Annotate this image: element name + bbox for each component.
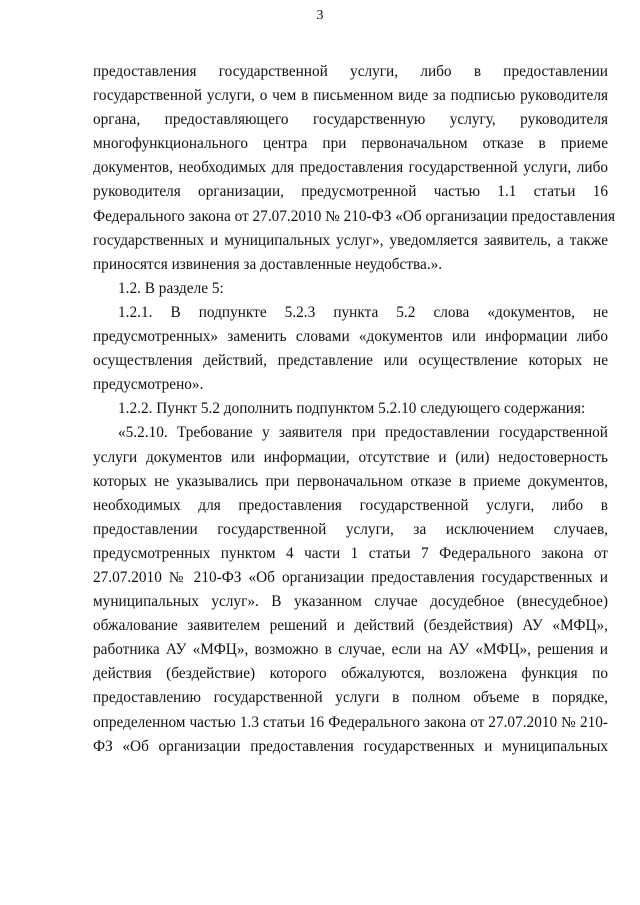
text-line: многофункционального центра при первоначальном отказе в приеме — [93, 135, 608, 153]
text-line: предусмотренных пунктом 4 части 1 статьи 7 Федерального закона от — [93, 544, 608, 562]
text-line: 1.2.1. В подпункте 5.2.3 пункта 5.2 слова «документов, не — [118, 303, 608, 321]
text-line: действия (бездействие) которого обжалуются, возложена функция по — [93, 665, 608, 683]
text-line: которых не указывались при первоначальном отказе в приеме документов, — [93, 472, 608, 490]
text-line: осуществления действий, представление или осуществление которых не — [93, 352, 608, 370]
page-number: 3 — [316, 8, 324, 23]
paragraph — [93, 60, 615, 277]
text-line: документов, необходимых для предоставления государственной услуги, либо — [93, 159, 608, 177]
document-body — [93, 60, 615, 759]
paragraph — [93, 301, 608, 397]
paragraph — [93, 397, 608, 421]
text-line: предоставления государственной услуги, либо в предоставлении — [93, 63, 608, 80]
text-line: предусмотренных» заменить словами «документов или информации либо — [93, 328, 608, 346]
text-line: определенном частью 1.3 статьи 16 Федерального закона от 27.07.2010 № 210- — [93, 713, 608, 731]
text-line: предусмотрено». — [93, 376, 204, 394]
text-line: 1.2.2. Пункт 5.2 дополнить подпунктом 5.2.10 следующего содержания: — [118, 400, 586, 418]
text-line: муниципальных услуг». В указанном случае досудебное (внесудебное) — [93, 593, 608, 611]
paragraph — [93, 421, 608, 758]
text-line: 27.07.2010 № 210-ФЗ «Об организации предоставления государственных и — [93, 568, 608, 586]
text-line: ФЗ «Об организации предоставления государственных и муниципальных — [93, 737, 608, 755]
text-line: необходимых для предоставления государственной услуги, либо в — [93, 496, 608, 514]
text-line: государственной услуги, о чем в письменном виде за подписью руководителя — [93, 87, 608, 105]
text-line: «5.2.10. Требование у заявителя при предоставлении государственной — [118, 424, 608, 442]
text-line: предоставлении государственной услуги, за исключением случаев, — [93, 520, 608, 538]
text-line: руководителя организации, предусмотренной частью 1.1 статьи 16 — [93, 183, 608, 201]
paragraph — [93, 277, 608, 301]
text-line: государственных и муниципальных услуг», уведомляется заявитель, а также — [93, 231, 608, 249]
text-line: работника АУ «МФЦ», возможно в случае, если на АУ «МФЦ», решения и — [93, 641, 608, 659]
text-line: 1.2. В разделе 5: — [118, 279, 224, 297]
text-line: органа, предоставляющего государственную услугу, руководителя — [93, 111, 608, 129]
text-line: Федерального закона от 27.07.2010 № 210-ФЗ «Об организации предоставления — [93, 207, 615, 225]
text-line: обжалование заявителем решений и действий (бездействия) АУ «МФЦ», — [93, 617, 608, 635]
text-line: услуги документов или информации, отсутствие и (или) недостоверность — [93, 448, 608, 466]
text-line: предоставлению государственной услуги в полном объеме в порядке, — [93, 689, 608, 707]
text-line: приносятся извинения за доставленные неудобства.». — [93, 255, 443, 273]
